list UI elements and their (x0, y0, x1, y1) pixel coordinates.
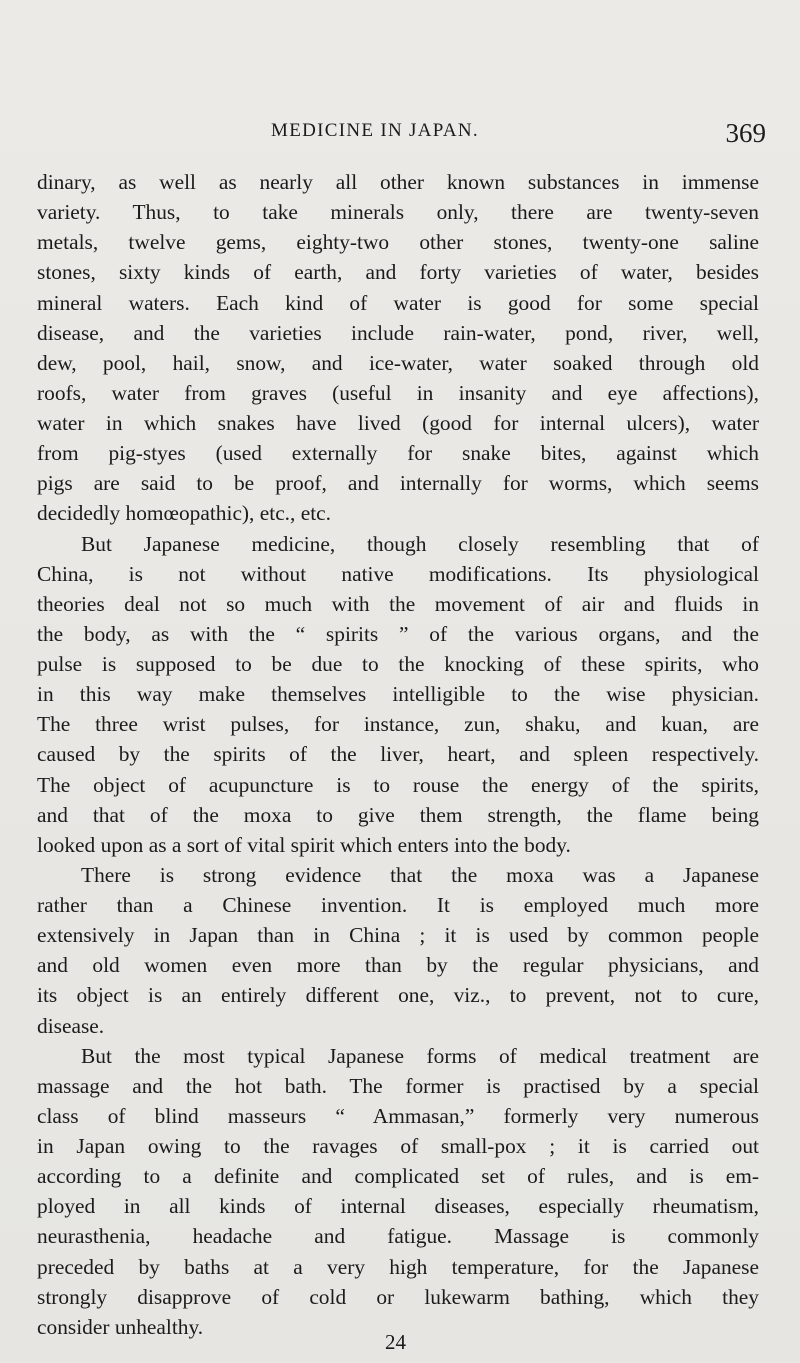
text-line: strongly disapprove of cold or lukewarm bathing, which they (37, 1284, 759, 1309)
text-line: mineral waters. Each kind of water is good for some special (37, 290, 759, 315)
text-line: dew, pool, hail, snow, and ice-water, water soaked through old (37, 350, 759, 375)
text-line: The object of acupuncture is to rouse the energy of the spirits, (37, 772, 759, 797)
text-line: preceded by baths at a very high temperature, for the Japanese (37, 1254, 759, 1279)
text-line: But the most typical Japanese forms of medical treatment are (81, 1043, 759, 1068)
text-line: ployed in all kinds of internal diseases, especially rheumatism, (37, 1194, 759, 1219)
paragraph (37, 529, 759, 860)
page-header (0, 118, 800, 158)
text-line: and old women even more than by the regular physicians, and (37, 953, 759, 978)
page-number: 369 (725, 118, 766, 148)
text-line: in this way make themselves intelligible to the wise physician. (37, 682, 759, 707)
text-line: metals, twelve gems, eighty-two other stones, twenty-one saline (37, 230, 759, 255)
text-line: according to a definite and complicated set of rules, and is em- (37, 1164, 759, 1189)
text-line: from pig-styes (used externally for snake bites, against which (37, 441, 759, 466)
running-head: MEDICINE IN JAPAN. (271, 120, 479, 141)
text-line: dinary, as well as nearly all other known substances in immense (37, 170, 759, 194)
text-line: caused by the spirits of the liver, heart, and spleen respectively. (37, 742, 759, 767)
text-line: the body, as with the “ spirits ” of the various organs, and the (37, 621, 759, 646)
paragraph (37, 860, 759, 1041)
text-line: neurasthenia, headache and fatigue. Massage is commonly (37, 1224, 759, 1249)
text-line: pulse is supposed to be due to the knocking of these spirits, who (37, 652, 759, 676)
body-text (37, 167, 759, 1342)
text-line: consider unhealthy. (37, 1314, 204, 1339)
text-line: and that of the moxa to give them strength, the flame being (37, 802, 759, 827)
paragraph (37, 1041, 759, 1342)
text-line: stones, sixty kinds of earth, and forty varieties of water, besides (37, 260, 759, 285)
text-line: extensively in Japan than in China ; it is used by common people (37, 923, 759, 948)
text-line: water in which snakes have lived (good for internal ulcers), water (37, 411, 759, 435)
text-line: The three wrist pulses, for instance, zun, shaku, and kuan, are (37, 712, 759, 737)
text-line: class of blind masseurs “ Ammasan,” formerly very numerous (37, 1103, 759, 1128)
text-line: disease. (37, 1013, 105, 1038)
text-line: pigs are said to be proof, and internally for worms, which seems (37, 471, 759, 496)
paragraph (37, 167, 759, 529)
text-line: China, is not without native modifications. Its physiological (37, 561, 759, 586)
text-line: its object is an entirely different one, viz., to prevent, not to cure, (37, 983, 759, 1008)
text-line: rather than a Chinese invention. It is employed much more (37, 893, 759, 917)
text-line: variety. Thus, to take minerals only, there are twenty-seven (37, 200, 759, 225)
text-line: looked upon as a sort of vital spirit which enters into the body. (37, 832, 571, 857)
text-line: theories deal not so much with the movement of air and fluids in (37, 591, 759, 616)
text-line: massage and the hot bath. The former is practised by a special (37, 1073, 759, 1098)
text-line: But Japanese medicine, though closely resembling that of (81, 531, 759, 556)
text-line: There is strong evidence that the moxa was a Japanese (81, 862, 759, 887)
text-line: in Japan owing to the ravages of small-pox ; it is carried out (37, 1134, 759, 1158)
signature-mark: 24 (385, 1330, 406, 1354)
text-line: decidedly homœopathic), etc., etc. (37, 501, 332, 526)
text-line: disease, and the varieties include rain-water, pond, river, well, (37, 320, 759, 345)
text-line: roofs, water from graves (useful in insanity and eye affections), (37, 380, 759, 405)
